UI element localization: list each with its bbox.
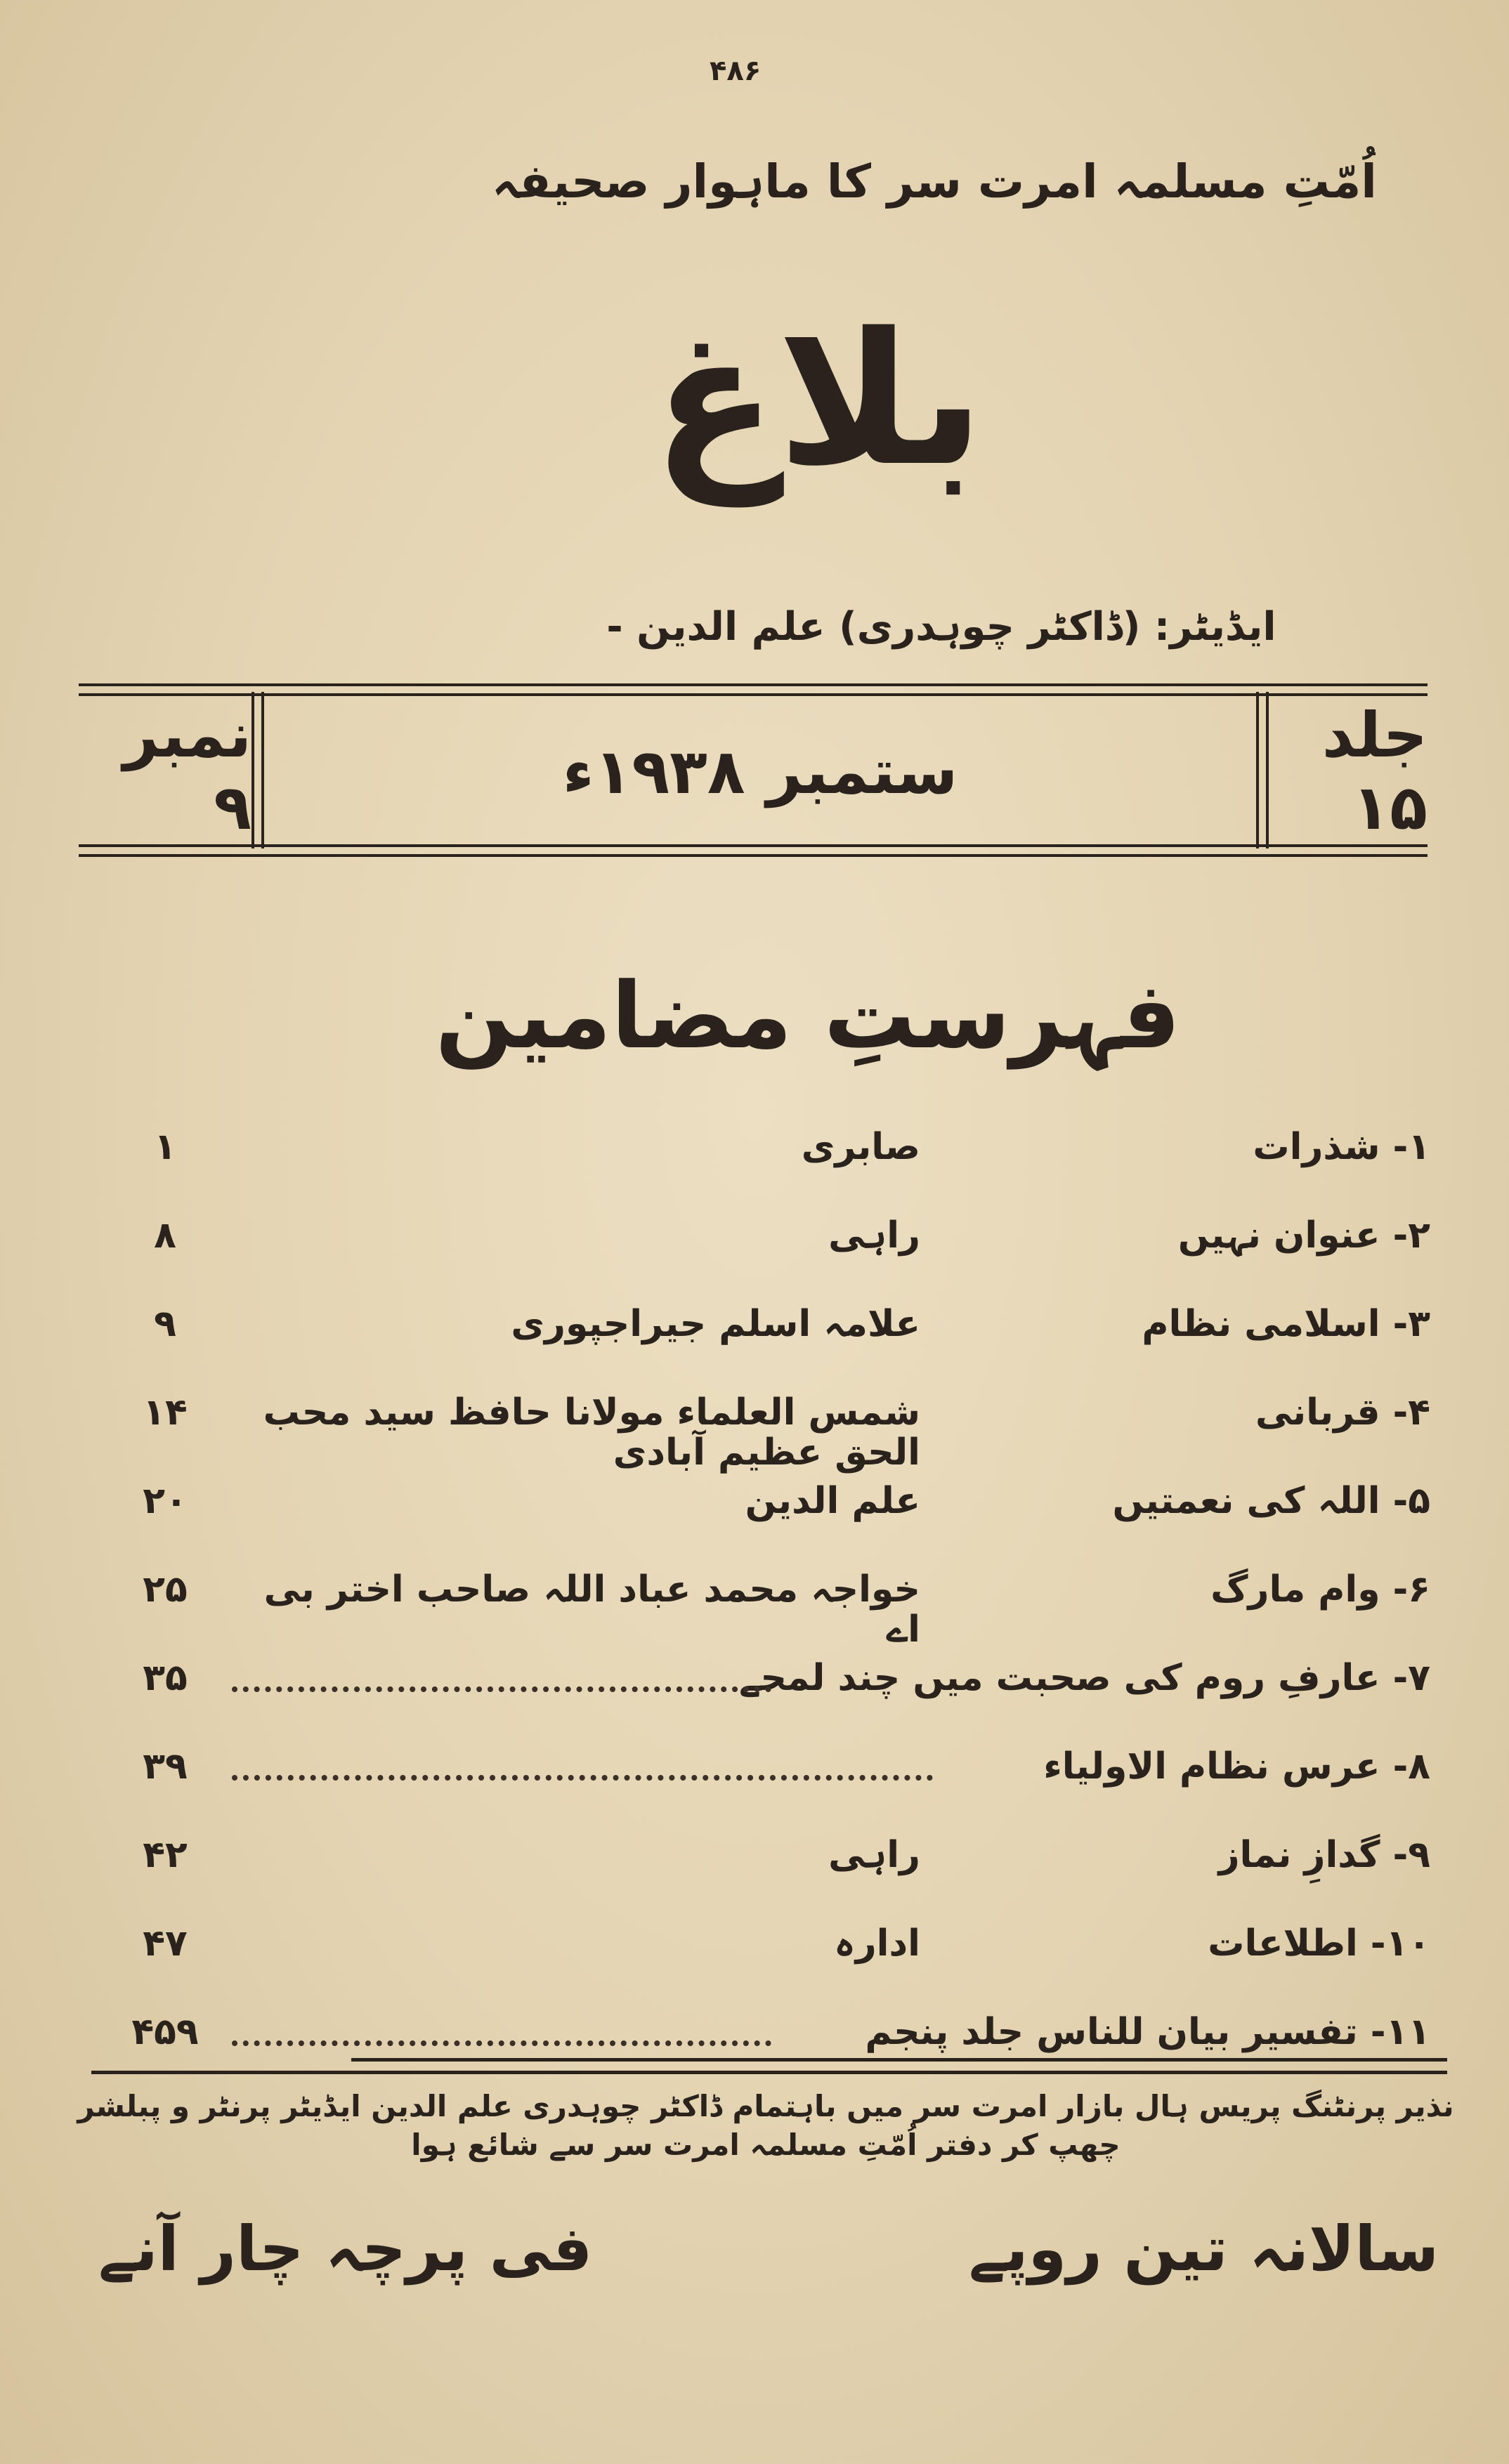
page-number: ۴۸۶ (710, 55, 762, 87)
divider (252, 692, 254, 848)
divider (79, 844, 1428, 847)
per-copy-price: فی پرچہ چار آنے (98, 2213, 593, 2285)
editor-line: ایڈیٹر: (ڈاکٹر چوہدری) علم الدین - (606, 604, 1276, 650)
dot-leader (232, 2019, 771, 2046)
toc-page: ۱۴ (143, 1391, 188, 1434)
toc-row (0, 1568, 1509, 1651)
toc-title: ۳- اسلامی نظام (1142, 1303, 1430, 1345)
divider (79, 693, 1428, 696)
toc-row (0, 1127, 1509, 1205)
toc-author: راہی (828, 1834, 920, 1876)
toc-row (0, 1835, 1509, 1913)
toc-title: ۱۱- تفسیر بیان للناس جلد پنجم (865, 2011, 1430, 2053)
toc-heading: فہرستِ مضامین (435, 962, 1181, 1069)
toc-row (0, 1304, 1509, 1382)
dot-leader (232, 1754, 933, 1781)
toc-title: ۵- اللہ کی نعمتیں (1112, 1480, 1430, 1522)
toc-row (0, 1481, 1509, 1559)
toc-page: ۳۹ (143, 1745, 188, 1788)
tagline: اُمّتِ مسلمہ امرت سر کا ماہوار صحیفہ (492, 155, 1377, 209)
magazine-title: بلاغ (652, 294, 985, 506)
issue-info-box (79, 683, 1428, 857)
toc-title: ۴- قربانی (1255, 1391, 1430, 1434)
toc-page: ۴۵۹ (131, 2011, 199, 2053)
toc-page: ۲۵ (143, 1568, 188, 1611)
toc-author: صابری (801, 1126, 920, 1168)
toc-title: ۷- عارفِ روم کی صحبت میں چند لمحے (739, 1657, 1430, 1699)
toc-page: ۹ (154, 1303, 176, 1345)
volume: جلد ۱۵ (1321, 699, 1428, 844)
toc-page: ۱ (154, 1126, 176, 1168)
divider (79, 683, 1428, 686)
toc-page: ۴۷ (143, 1922, 188, 1965)
toc-title: ۶- وام مارگ (1210, 1568, 1430, 1611)
toc-author: ادارہ (834, 1922, 920, 1965)
toc-title: ۱۰- اطلاعات (1208, 1922, 1430, 1965)
toc-row (0, 1658, 1509, 1736)
toc-row (0, 2012, 1509, 2090)
dot-leader (232, 1665, 771, 1692)
toc-page: ۲۰ (143, 1480, 188, 1522)
toc-author: راہی (828, 1214, 920, 1257)
toc-title: ۸- عرس نظام الاولیاء (1043, 1745, 1430, 1788)
divider (91, 2071, 1447, 2074)
annual-price: سالانہ تین روپے (968, 2213, 1439, 2285)
toc-title: ۲- عنوان نہیں (1177, 1214, 1430, 1257)
imprint-line: نذیر پرنٹنگ پریس ہال بازار امرت سر میں باہتمام ڈاکٹر چوہدری علم الدین ایڈیٹر پرنٹر و پبلشر چھپ کر دفتر اُمّتِ مسلمہ امرت سر سے شائع ہوا (77, 2089, 1454, 2162)
divider (1266, 692, 1269, 848)
toc-row (0, 1391, 1509, 1474)
toc-row (0, 1216, 1509, 1293)
issue-number: نمبر ۹ (123, 699, 252, 844)
divider (261, 692, 264, 848)
toc-title: ۹- گدازِ نماز (1218, 1834, 1430, 1876)
toc-author: شمس العلماء مولانا حافظ سید محب الحق عظیم آبادی (263, 1391, 920, 1474)
toc-page: ۳۵ (143, 1657, 188, 1699)
divider (79, 854, 1428, 857)
toc-page: ۸ (154, 1214, 176, 1257)
issue-date: ستمبر ۱۹۳۸ء (562, 735, 958, 808)
toc-row (0, 1747, 1509, 1824)
divider (351, 2058, 1447, 2062)
toc-title: ۱- شذرات (1253, 1126, 1430, 1168)
toc-page: ۴۲ (143, 1834, 188, 1876)
toc-row (0, 1924, 1509, 2001)
toc-author: علم الدین (745, 1480, 920, 1522)
toc-author: علامہ اسلم جیراجپوری (511, 1303, 920, 1345)
divider (1256, 692, 1259, 848)
toc-author: خواجہ محمد عباد اللہ صاحب اختر بی اے (263, 1568, 920, 1651)
